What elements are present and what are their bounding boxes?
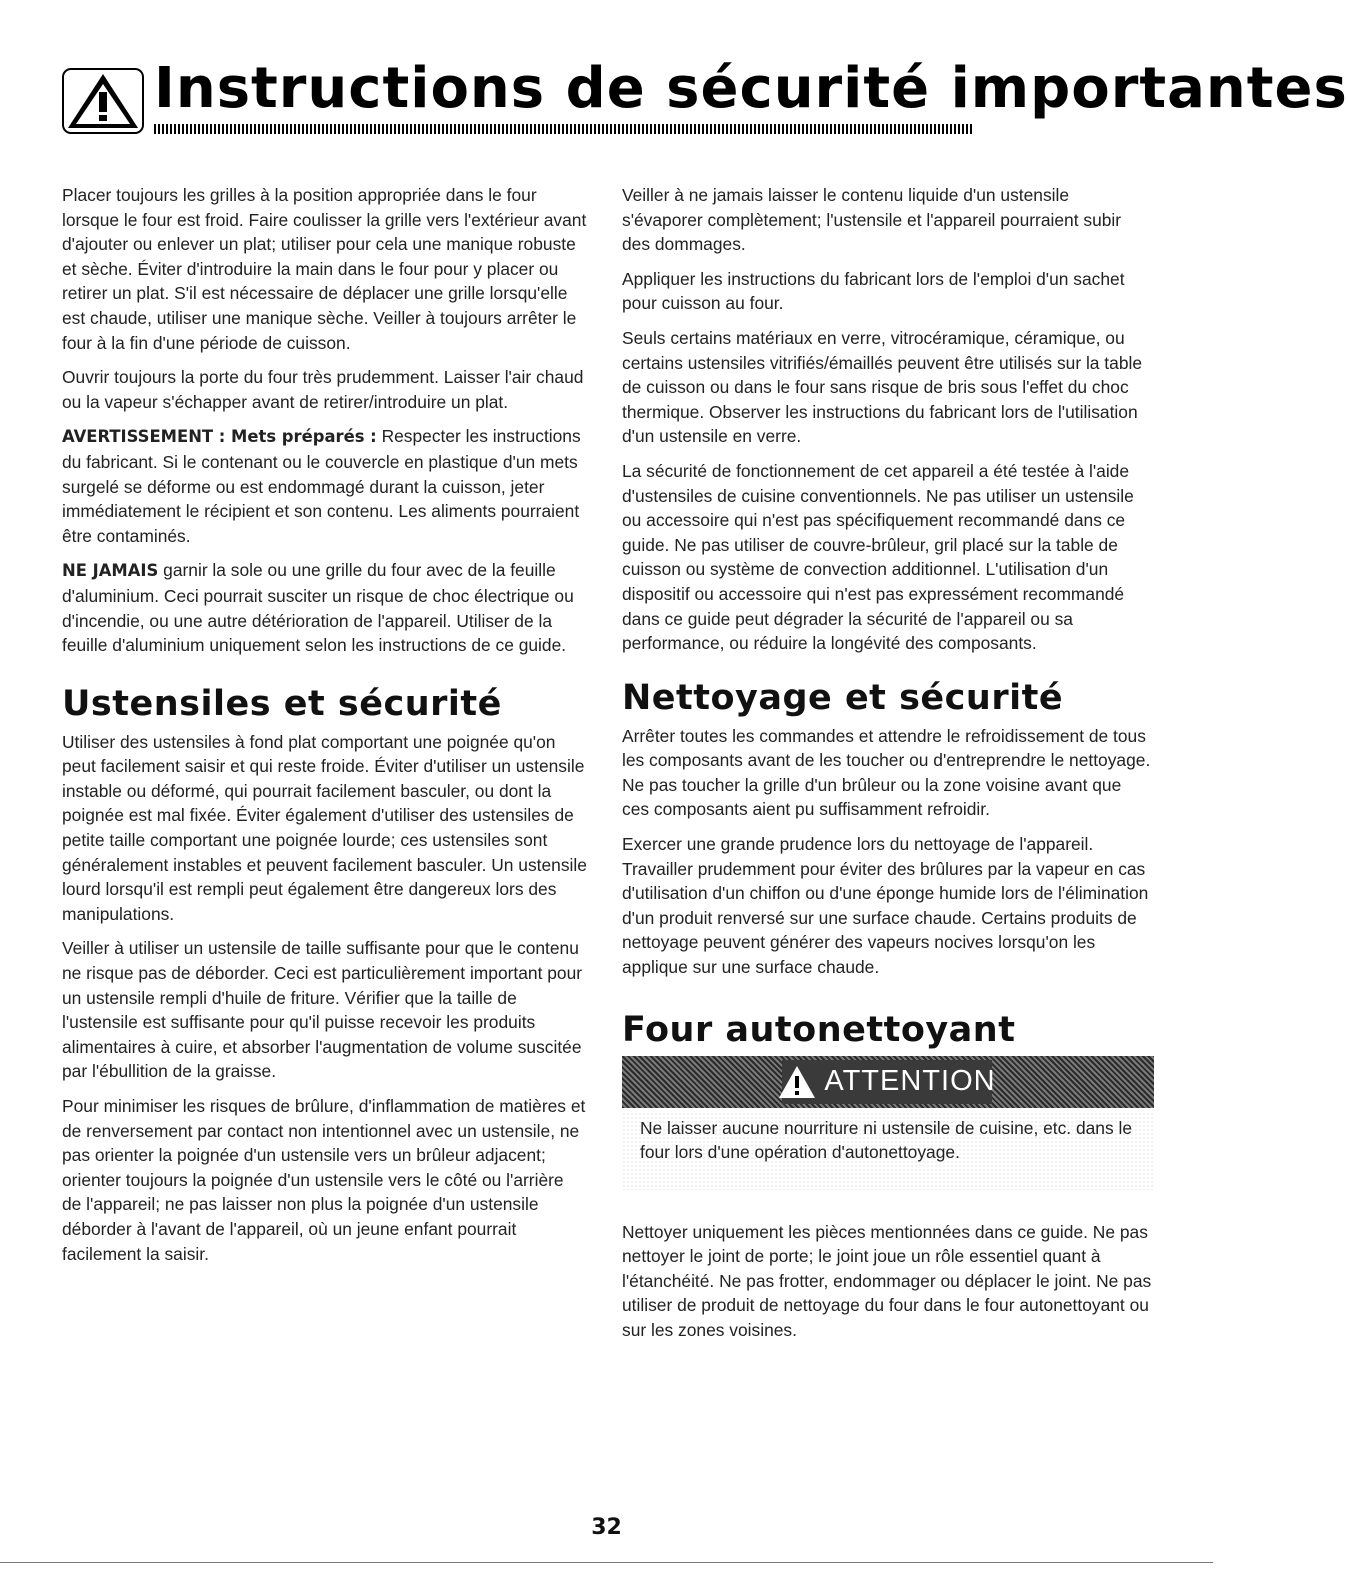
- attention-body: [622, 1112, 1154, 1190]
- attention-text: Ne laisser aucune nourriture ni ustensile de cuisine, etc. dans le four lors d'une opération d'autonettoyage.: [640, 1117, 1133, 1163]
- section-heading-nettoyage: Nettoyage et sécurité: [622, 677, 1064, 718]
- section-heading-four-autonettoyant: Four autonettoyant: [622, 1009, 1016, 1050]
- ne-jamais-text: garnir la sole ou une grille du four avec de la feuille d'aluminium. Ceci pourrait susciter un risque de choc électrique ou d'incendie, ou une autre détérioration de l'appareil. Utiliser de la feuille d'aluminium uniquement selon les instructions de ce guide.: [62, 560, 574, 656]
- ne-jamais-label: NE JAMAIS: [62, 561, 159, 581]
- left-column: [62, 183, 587, 1276]
- paragraph-ustensiles-2: Veiller à utiliser un ustensile de taille suffisante pour que le contenu ne risque pas de déborder. Ceci est particulièrement important pour un ustensile rempli d'huile de friture. Vérifier que la taille de l'ustensile est suffisante pour qu'il puisse recevoir les produits alimentaires à cuire, et absorber l'augmentation de volume suscitée par l'ébullition de la graisse.: [62, 938, 583, 1082]
- paragraph-sachet: Appliquer les instructions du fabricant lors de l'emploi d'un sachet pour cuisson au four.: [622, 268, 1125, 314]
- paragraph-materiaux: Seuls certains matériaux en verre, vitrocéramique, céramique, ou certains ustensiles vitrifiés/émaillés peuvent être utilisés sur la table de cuisson ou dans le four sans risque de bris sous l'effet du choc thermique. Observer les instructions du fabricant lors de l'utilisation d'un ustensile en verre.: [622, 327, 1143, 447]
- avertissement-text: Respecter les instructions du fabricant. Si le contenant ou le couvercle en plastique d'un mets surgelé se déforme ou est endommagé durant la cuisson, jeter immédiatement le récipient et son contenu. Les aliments pourraient être contaminés.: [62, 426, 581, 546]
- paragraph-joint: Nettoyer uniquement les pièces mentionnées dans ce guide. Ne pas nettoyer le joint de porte; le joint joue un rôle essentiel quant à l'étanchéité. Ne pas frotter, endommager ou déplacer le joint. Ne pas utiliser de produit de nettoyage du four dans le four autonettoyant ou sur les zones voisines.: [622, 1221, 1152, 1340]
- paragraph-ustensiles-3: Pour minimiser les risques de brûlure, d'inflammation de matières et de renversement par contact non intentionnel avec un ustensile, ne pas orienter la poignée d'un ustensile vers un brûleur adjacent; orienter toujours la poignée d'un ustensile vers le côté ou l'arrière de l'appareil; ne pas laisser non plus la poignée d'un ustensile déborder à l'avant de l'appareil, où un jeune enfant pourrait facilement la saisir.: [62, 1096, 586, 1264]
- attention-banner: [622, 1056, 1154, 1108]
- section-heading-ustensiles: Ustensiles et sécurité: [62, 683, 502, 724]
- paragraph-securite: La sécurité de fonctionnement de cet appareil a été testée à l'aide d'ustensiles de cuisine conventionnels. Ne pas utiliser un ustensile ou accessoire qui n'est pas spécifiquement recommandé dans ce guide. Ne pas utiliser de couvre-brûleur, gril placé sur la table de cuisson ou système de convection additionnel. L'utilisation d'un dispositif ou accessoire qui n'est pas expressément recommandé dans ce guide peut dégrader la sécurité de l'appareil ou sa performance, ou réduire la longévité des composants.: [622, 460, 1134, 654]
- paragraph-porte: Ouvrir toujours la porte du four très prudemment. Laisser l'air chaud ou la vapeur s'échapper avant de retirer/introduire un plat.: [62, 367, 584, 412]
- paragraph-nettoyage-1: Arrêter toutes les commandes et attendre le refroidissement de tous les composants avant de les toucher ou d'entreprendre le nettoyage. Ne pas toucher la grille d'un brûleur ou la zone voisine avant que ces composants aient pu suffisamment refroidir.: [622, 725, 1151, 820]
- warning-triangle-icon: [778, 1065, 816, 1099]
- avertissement-label: AVERTISSEMENT : Mets préparés :: [62, 427, 377, 447]
- attention-label: ATTENTION: [824, 1065, 996, 1098]
- attention-box: [622, 1056, 1154, 1202]
- warning-triangle-icon: [62, 68, 144, 134]
- page-header: [62, 48, 1348, 138]
- paragraph-avertissement: [62, 424, 587, 548]
- page-title: Instructions de sécurité importantes: [154, 56, 1348, 121]
- page-number: 32: [591, 1515, 622, 1540]
- title-underline: [154, 124, 972, 134]
- paragraph-nettoyage-2: Exercer une grande prudence lors du nettoyage de l'appareil. Travailler prudemment pour éviter des brûlures par la vapeur en cas d'utilisation d'un chiffon ou d'une éponge humide lors de l'élimination d'un produit renversé sur une surface chaude. Certains produits de nettoyage peuvent générer des vapeurs nocives lorsqu'on les applique sur une surface chaude.: [622, 834, 1149, 978]
- right-column: [622, 183, 1152, 1353]
- paragraph-grilles: Placer toujours les grilles à la position appropriée dans le four lorsque le four est froid. Faire coulisser la grille vers l'extérieur avant d'ajouter ou enlever un plat; utiliser pour cela une manique robuste et sèche. Éviter d'introduire la main dans le four pour y placer ou retirer un plat. S'il est nécessaire de déplacer une grille lorsqu'elle est chaude, utiliser une manique sèche. Veiller à toujours arrêter le four à la fin d'une période de cuisson.: [62, 185, 587, 353]
- paragraph-ustensiles-1: Utiliser des ustensiles à fond plat comportant une poignée qu'on peut facilement saisir et qui reste froide. Éviter d'utiliser un ustensile instable ou déformé, qui pourrait facilement basculer, ou dont la poignée est mal fixée. Éviter également d'utiliser des ustensiles de petite taille comportant une poignée lourde; ces ustensiles sont généralement instables et peuvent facilement basculer. Un ustensile lourd lorsqu'il est rempli peut également être dangereux lors des manipulations.: [62, 731, 587, 924]
- paragraph-evaporer: Veiller à ne jamais laisser le contenu liquide d'un ustensile s'évaporer complètement; l'ustensile et l'appareil pourraient subir des dommages.: [622, 185, 1122, 255]
- paragraph-ne-jamais: [62, 558, 587, 657]
- bottom-divider: [0, 1562, 1213, 1563]
